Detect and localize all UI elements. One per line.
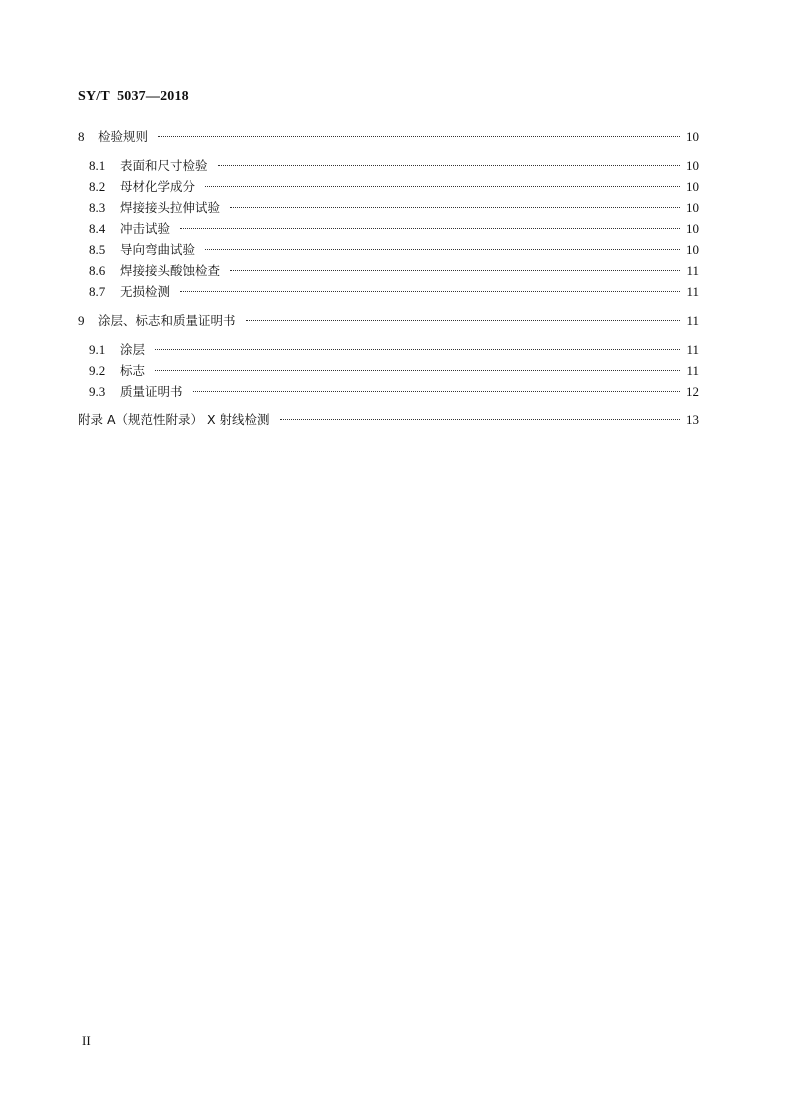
toc-entry-8[interactable] xyxy=(78,128,699,146)
toc-entry-page: 11 xyxy=(686,313,699,328)
toc-entry-title: 涂层 xyxy=(120,342,146,357)
toc-entry-page: 11 xyxy=(686,342,699,357)
toc-entry-8-4[interactable] xyxy=(89,220,699,238)
toc-dot-leader xyxy=(246,320,681,321)
toc-dot-leader xyxy=(205,249,680,250)
toc-entry-page: 10 xyxy=(686,179,699,194)
toc-entry-title: 附录 A（规范性附录） X 射线检测 xyxy=(78,412,270,427)
toc-entry-page: 10 xyxy=(686,221,699,236)
page-number: II xyxy=(82,1033,91,1048)
toc-entry-title: 检验规则 xyxy=(98,129,149,144)
toc-entry-8-2[interactable] xyxy=(89,178,699,196)
toc-entry-number: 8 xyxy=(78,129,85,144)
toc-dot-leader xyxy=(205,186,680,187)
toc-entry-number: 9.2 xyxy=(89,363,106,378)
toc-entry-title: 导向弯曲试验 xyxy=(120,242,196,257)
toc-dot-leader xyxy=(230,207,680,208)
toc-entry-number: 8.2 xyxy=(89,179,106,194)
toc-entry-title: 冲击试验 xyxy=(120,221,171,236)
toc-dot-leader xyxy=(180,291,680,292)
toc-dot-leader xyxy=(230,270,680,271)
toc-entry-page: 12 xyxy=(686,384,699,399)
toc-entry-page: 10 xyxy=(686,242,699,257)
toc-entry-9-2[interactable] xyxy=(89,362,699,380)
toc-entry-number: 9.1 xyxy=(89,342,106,357)
toc-entry-8-3[interactable] xyxy=(89,199,699,217)
toc-dot-leader xyxy=(180,228,680,229)
toc-entry-page: 13 xyxy=(686,412,699,427)
toc-entry-page: 10 xyxy=(686,200,699,215)
toc-entry-title: 无损检测 xyxy=(120,284,171,299)
toc-entry-page: 10 xyxy=(686,129,699,144)
toc-entry-number: 8.3 xyxy=(89,200,106,215)
toc-entry-number: 8.7 xyxy=(89,284,106,299)
toc-entry-number: 9.3 xyxy=(89,384,106,399)
toc-entry-title: 标志 xyxy=(120,363,146,378)
toc-entry-8-7[interactable] xyxy=(89,283,699,301)
toc-dot-leader xyxy=(193,391,680,392)
toc-entry-page: 11 xyxy=(686,263,699,278)
toc-entry-9-3[interactable] xyxy=(89,383,699,401)
toc-entry-title: 表面和尺寸检验 xyxy=(120,158,208,173)
document-header-code: SY/T 5037—2018 xyxy=(78,89,189,104)
toc-entry-number: 8.4 xyxy=(89,221,106,236)
toc-entry-9-1[interactable] xyxy=(89,341,699,359)
toc-entry-appendix-a[interactable] xyxy=(78,411,699,429)
toc-dot-leader xyxy=(155,349,680,350)
toc-entry-8-6[interactable] xyxy=(89,262,699,280)
toc-entry-8-1[interactable] xyxy=(89,157,699,175)
toc-entry-number: 8.6 xyxy=(89,263,106,278)
toc-entry-title: 涂层、标志和质量证明书 xyxy=(98,313,236,328)
toc-entry-number: 9 xyxy=(78,313,85,328)
toc-entry-9[interactable] xyxy=(78,312,699,330)
toc-dot-leader xyxy=(158,136,680,137)
toc-entry-number: 8.1 xyxy=(89,158,106,173)
toc-entry-page: 10 xyxy=(686,158,699,173)
toc-entry-page: 11 xyxy=(686,363,699,378)
toc-entry-8-5[interactable] xyxy=(89,241,699,259)
toc-entry-title: 质量证明书 xyxy=(120,384,183,399)
toc-entry-title: 焊接接头酸蚀检查 xyxy=(120,263,221,278)
toc-entry-page: 11 xyxy=(686,284,699,299)
toc-dot-leader xyxy=(280,419,680,420)
toc-dot-leader xyxy=(155,370,680,371)
toc-entry-title: 母材化学成分 xyxy=(120,179,196,194)
toc-entry-number: 8.5 xyxy=(89,242,106,257)
toc-entry-title: 焊接接头拉伸试验 xyxy=(120,200,221,215)
toc-dot-leader xyxy=(218,165,680,166)
